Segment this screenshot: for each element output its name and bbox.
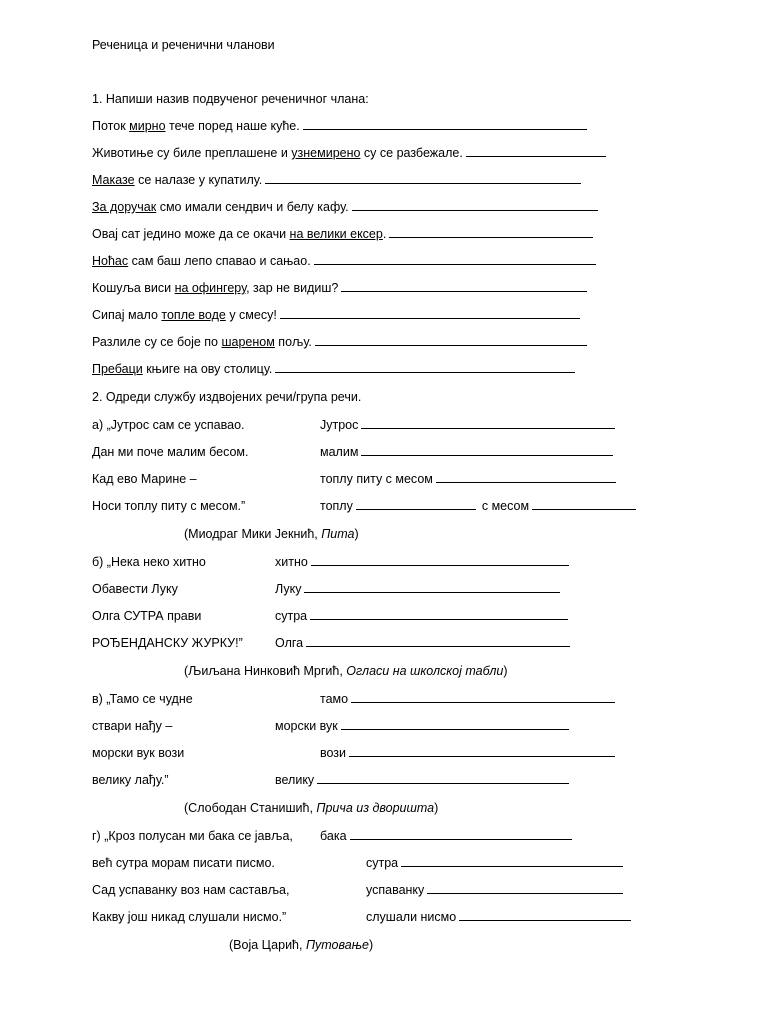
poem-line: Сад успаванку воз нам саставља, bbox=[92, 883, 290, 897]
word-answer: Луку bbox=[275, 581, 560, 597]
answer-blank[interactable] bbox=[306, 635, 570, 647]
poem-line: Олга СУТРА прави bbox=[92, 609, 202, 623]
poem-line: РОЂЕНДАНСКУ ЖУРКУ!” bbox=[92, 636, 243, 650]
word-answer: топлу питу с месом bbox=[320, 471, 616, 487]
answer-blank[interactable] bbox=[361, 444, 613, 456]
worksheet-title: Реченица и реченични чланови bbox=[92, 38, 275, 52]
underlined-part: топле воде bbox=[161, 308, 226, 322]
poem-line: морски вук вози bbox=[92, 746, 185, 760]
poem-line: Дан ми поче малим бесом. bbox=[92, 445, 249, 459]
answer-blank[interactable] bbox=[361, 417, 615, 429]
attribution: (Љиљана Нинковић Мргић, Огласи на школској табли) bbox=[184, 664, 508, 678]
task1-item: Пребаци књиге на ову столицу. bbox=[92, 361, 575, 377]
answer-blank[interactable] bbox=[311, 554, 569, 566]
answer-blank[interactable] bbox=[459, 909, 631, 921]
task1-heading: 1. Напиши назив подвученог реченичног члана: bbox=[92, 92, 369, 106]
word-answer: слушали нисмо bbox=[366, 909, 631, 925]
underlined-part: шареном bbox=[221, 335, 275, 349]
underlined-part: Пребаци bbox=[92, 362, 143, 376]
answer-blank[interactable] bbox=[352, 199, 598, 211]
answer-blank[interactable] bbox=[349, 745, 615, 757]
answer-blank[interactable] bbox=[436, 471, 616, 483]
underlined-part: Ноћас bbox=[92, 254, 129, 268]
answer-blank[interactable] bbox=[317, 772, 569, 784]
answer-blank[interactable] bbox=[401, 855, 623, 867]
word-answer: малим bbox=[320, 444, 613, 460]
task1-item: Кошуља виси на офингеру, зар не видиш? bbox=[92, 280, 587, 296]
task1-item: Поток мирно тече поред наше куће. bbox=[92, 118, 587, 134]
word-answer: успаванку bbox=[366, 882, 623, 898]
word-answer: Јутрос bbox=[320, 417, 615, 433]
work-title: Прича из дворишта bbox=[316, 801, 435, 815]
underlined-part: За доручак bbox=[92, 200, 157, 214]
underlined-part: узнемирено bbox=[291, 146, 361, 160]
task1-item: Маказе се налазе у купатилу. bbox=[92, 172, 581, 188]
attribution: (Слободан Станишић, Прича из дворишта) bbox=[184, 801, 439, 815]
answer-blank[interactable] bbox=[427, 882, 623, 894]
poem-line: г) „Кроз полусан ми бака се јавља, bbox=[92, 829, 293, 843]
word-answer: сутра bbox=[366, 855, 623, 871]
task1-item: Ноћас сам баш лепо спавао и сањао. bbox=[92, 253, 596, 269]
word-answer: вози bbox=[320, 745, 615, 761]
answer-blank[interactable] bbox=[389, 226, 593, 238]
task1-item: Овај сат једино може да се окачи на велики ексер. bbox=[92, 226, 593, 242]
poem-line: а) „Јутрос сам се успавао. bbox=[92, 418, 245, 432]
work-title: Пита bbox=[321, 527, 355, 541]
underlined-part: на офингеру bbox=[174, 281, 247, 295]
word-answer: бака bbox=[320, 828, 572, 844]
answer-blank[interactable] bbox=[280, 307, 580, 319]
task1-item: За доручак смо имали сендвич и белу кафу. bbox=[92, 199, 598, 215]
word-answer: тамо bbox=[320, 691, 615, 707]
word-answer: сутра bbox=[275, 608, 568, 624]
word-answer: морски вук bbox=[275, 718, 569, 734]
work-title: Огласи на школској табли bbox=[346, 664, 504, 678]
task1-item: Сипај мало топле воде у смесу! bbox=[92, 307, 580, 323]
word-answer: хитно bbox=[275, 554, 569, 570]
attribution: (Миодраг Мики Јекнић, Пита) bbox=[184, 527, 359, 541]
answer-blank[interactable] bbox=[303, 118, 587, 130]
poem-line: Обавести Луку bbox=[92, 582, 178, 596]
poem-line: Носи топлу питу с месом.” bbox=[92, 499, 246, 513]
poem-line: б) „Нека неко хитно bbox=[92, 555, 206, 569]
poem-line: већ сутра морам писати писмо. bbox=[92, 856, 275, 870]
task2-heading: 2. Одреди службу издвојених речи/група речи. bbox=[92, 390, 362, 404]
underlined-part: мирно bbox=[129, 119, 166, 133]
attribution: (Воја Царић, Путовање) bbox=[229, 938, 374, 952]
underlined-part: на велики ексер bbox=[289, 227, 383, 241]
answer-blank[interactable] bbox=[310, 608, 568, 620]
answer-blank[interactable] bbox=[314, 253, 596, 265]
answer-blank[interactable] bbox=[315, 334, 587, 346]
answer-blank[interactable] bbox=[350, 828, 572, 840]
answer-blank[interactable] bbox=[304, 581, 560, 593]
word-answer: топлу с месом bbox=[320, 498, 636, 514]
poem-line: велику лађу.” bbox=[92, 773, 169, 787]
answer-blank[interactable] bbox=[341, 280, 587, 292]
answer-blank[interactable] bbox=[275, 361, 575, 373]
answer-blank[interactable] bbox=[356, 498, 476, 510]
poem-line: в) „Тамо се чудне bbox=[92, 692, 193, 706]
answer-blank[interactable] bbox=[341, 718, 569, 730]
word-answer: велику bbox=[275, 772, 569, 788]
answer-blank[interactable] bbox=[466, 145, 606, 157]
poem-line: Какву још никад слушали нисмо.” bbox=[92, 910, 287, 924]
poem-line: Кад ево Марине – bbox=[92, 472, 197, 486]
word-answer: Олга bbox=[275, 635, 570, 651]
answer-blank[interactable] bbox=[351, 691, 615, 703]
answer-blank[interactable] bbox=[532, 498, 636, 510]
answer-blank[interactable] bbox=[265, 172, 581, 184]
task1-item: Разлиле су се боје по шареном пољу. bbox=[92, 334, 587, 350]
underlined-part: Маказе bbox=[92, 173, 135, 187]
poem-line: ствари нађу – bbox=[92, 719, 173, 733]
task1-item: Животиње су биле преплашене и узнемирено су се разбежале. bbox=[92, 145, 606, 161]
work-title: Путовање bbox=[305, 938, 369, 952]
